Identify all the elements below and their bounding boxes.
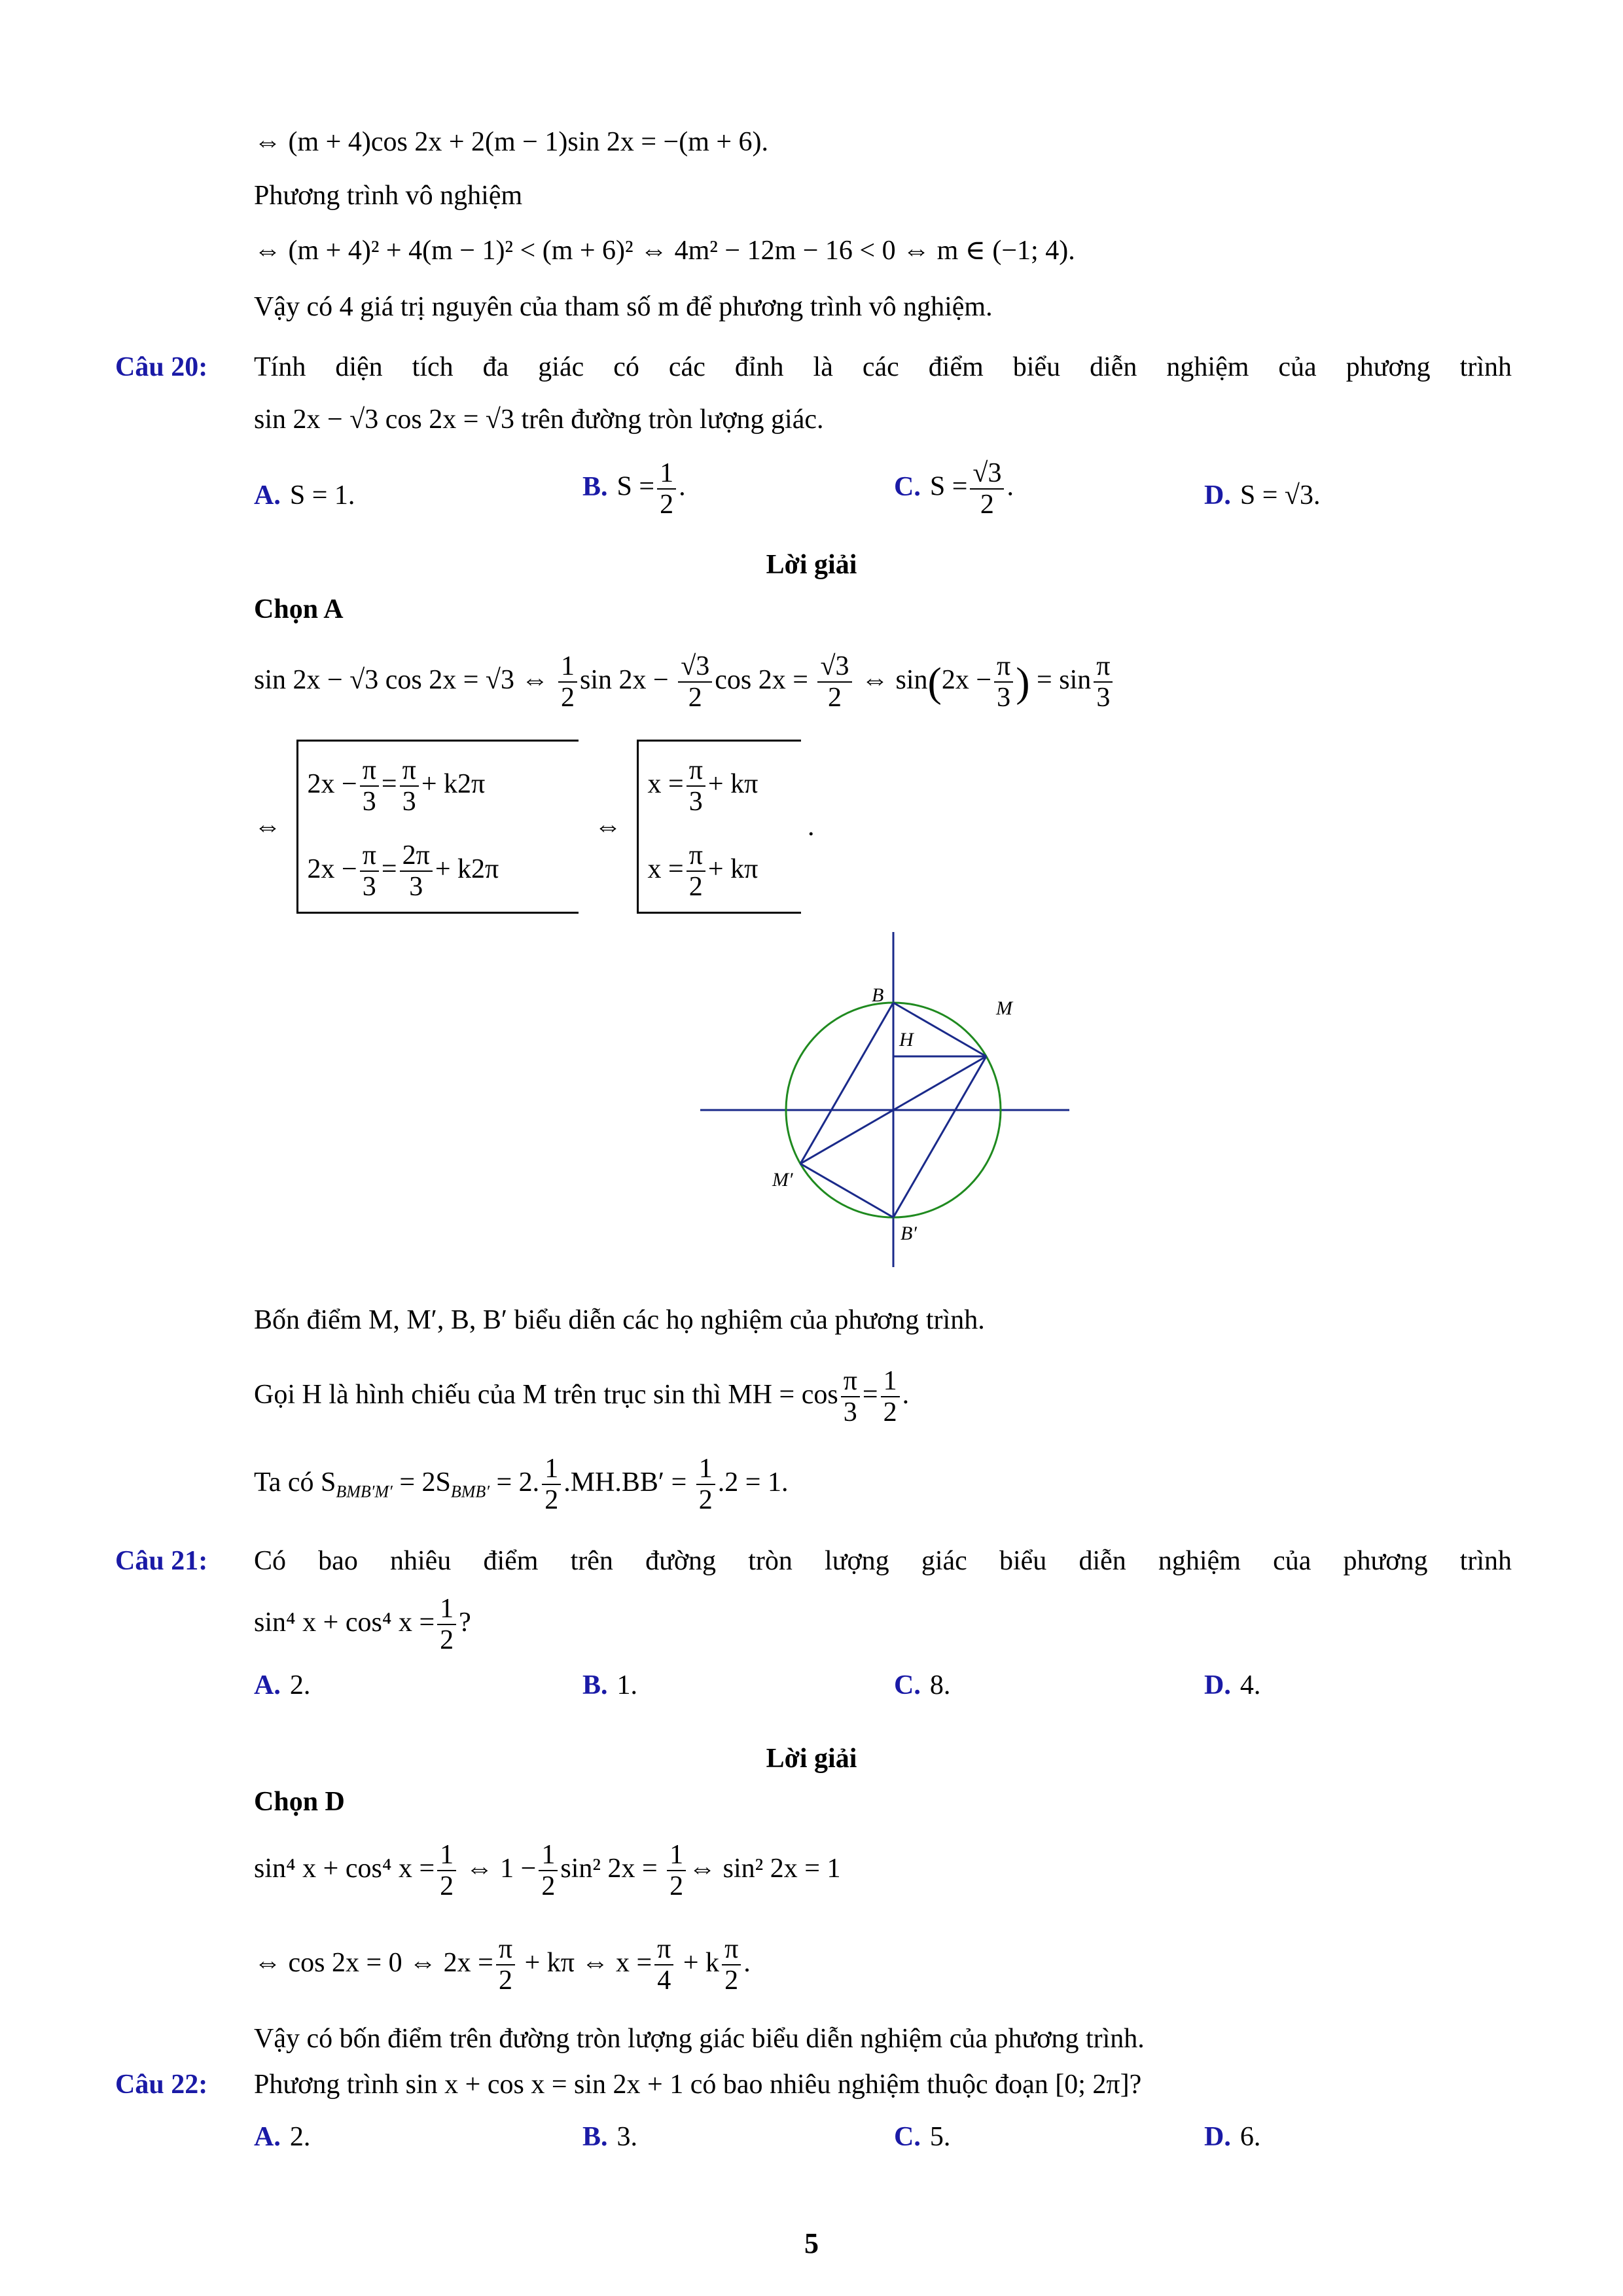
q20-option-b: B. S = $\frac{1}{2}$ . <box>582 458 686 520</box>
q20-option-d: D. S = √3. <box>1204 480 1321 511</box>
q20-solution-title: Lời giải <box>766 550 857 580</box>
q22-text: Phương trình sin x + cos x = sin 2x + 1 có bao nhiêu nghiệm thuộc đoạn [0; 2π]? <box>254 2070 1142 2100</box>
label-b-prime: B′ <box>901 1223 917 1244</box>
q21-text-line2: sin⁴ x + cos⁴ x = $\frac{1}{2}$ ? <box>254 1594 471 1656</box>
q20-step1: sin 2x − √3 cos 2x = √3 ⇔ $\frac{1}{2}$ sin 2x − $\frac{√3}{2}$ cos 2x = $\frac{√3}{2}$ ⇔ sin(2x − $\frac{\pi}{3}$ ) = sin $\frac{\pi}{3}$ <box>254 644 1115 718</box>
q20-projection-text: Gọi H là hình chiếu của M trên trục sin thì MH = cos $\frac{\pi}{3}$ = $\frac{1}{2}$ . <box>254 1366 910 1428</box>
intro-conclusion: Vậy có 4 giá trị nguyên của tham số m để phương trình vô nghiệm. <box>254 292 993 322</box>
q20-choice: Chọn A <box>254 594 344 624</box>
intro-equation-1: ⇔ (m + 4)cos 2x + 2(m − 1)sin 2x = −(m + 6). <box>254 127 769 157</box>
segment-bm2 <box>800 1003 893 1164</box>
q21-choice: Chọn D <box>254 1787 345 1817</box>
label-b: B <box>872 984 884 1006</box>
q21-label: Câu 21: <box>115 1546 208 1576</box>
q20-option-a: A. S = 1. <box>254 480 355 511</box>
q21-step1: sin⁴ x + cos⁴ x = $\frac{1}{2}$ ⇔ 1 − $\frac{1}{2}$ sin² 2x = $\frac{1}{2}$ ⇔ sin² 2x = 1 <box>254 1840 841 1902</box>
q21-conclusion: Vậy có bốn điểm trên đường tròn lượng giác biểu diễn nghiệm của phương trình. <box>254 2024 1145 2054</box>
q22-label: Câu 22: <box>115 2070 208 2100</box>
q20-option-c: C. S = $\frac{√3}{2}$ . <box>894 458 1014 520</box>
q22-option-d: D. 6. <box>1204 2122 1261 2152</box>
q20-points-text: Bốn điểm M, M′, B, B′ biểu diễn các họ nghiệm của phương trình. <box>254 1305 985 1335</box>
segment-m2b2 <box>800 1164 893 1217</box>
label-m-prime: M′ <box>772 1169 793 1191</box>
q22-option-b: B. 3. <box>582 2122 638 2152</box>
q20-text-line2: sin 2x − √3 cos 2x = √3 trên đường tròn lượng giác. <box>254 404 824 435</box>
q20-label: Câu 20: <box>115 352 208 382</box>
q21-solution-title: Lời giải <box>766 1744 857 1774</box>
intro-text-1: Phương trình vô nghiệm <box>254 181 523 211</box>
q20-step2: ⇔ 2x − $\frac{\pi}{3}$ = $\frac{\pi}{3}$ + k2π 2x − $\frac{\pi}{3}$ = $\frac{2\pi}{3}$ + k2π ⇔ x = $\frac{\pi}{3}$ + kπ x = $\frac{\pi}{2}$ + kπ . <box>254 740 815 914</box>
unit-circle-figure <box>694 929 1073 1270</box>
q21-step2: ⇔ cos 2x = 0 ⇔ 2x = $\frac{\pi}{2}$ + kπ ⇔ x = $\frac{\pi}{4}$ + k $\frac{\pi}{2}$ . <box>254 1934 751 1996</box>
q21-text-line1: Có bao nhiêu điểm trên đường tròn lượng giác biểu diễn nghiệm của phương trình <box>254 1546 1512 1576</box>
label-m: M <box>996 997 1012 1019</box>
q22-option-c: C. 5. <box>894 2122 951 2152</box>
q20-text-line1: Tính diện tích đa giác có các đỉnh là các điểm biểu diễn nghiệm của phương trình <box>254 352 1512 382</box>
q20-area-text: Ta có $S_{BMB'M'} = 2S_{BMB'} = 2$. $\frac{1}{2}$ .MH.BB′ = $\frac{1}{2}$ .2 = 1. <box>254 1454 789 1516</box>
q21-option-d: D. 4. <box>1204 1670 1261 1700</box>
intro-equation-2: ⇔ (m + 4)² + 4(m − 1)² < (m + 6)² ⇔ 4m² − 12m − 16 < 0 ⇔ m ∈ (−1; 4). <box>254 236 1075 266</box>
q22-option-a: A. 2. <box>254 2122 311 2152</box>
q21-option-b: B. 1. <box>582 1670 638 1700</box>
q21-option-c: C. 8. <box>894 1670 951 1700</box>
q21-option-a: A. 2. <box>254 1670 311 1700</box>
label-h: H <box>899 1029 914 1050</box>
segment-mb2 <box>893 1056 986 1217</box>
page-number: 5 <box>804 2227 819 2259</box>
